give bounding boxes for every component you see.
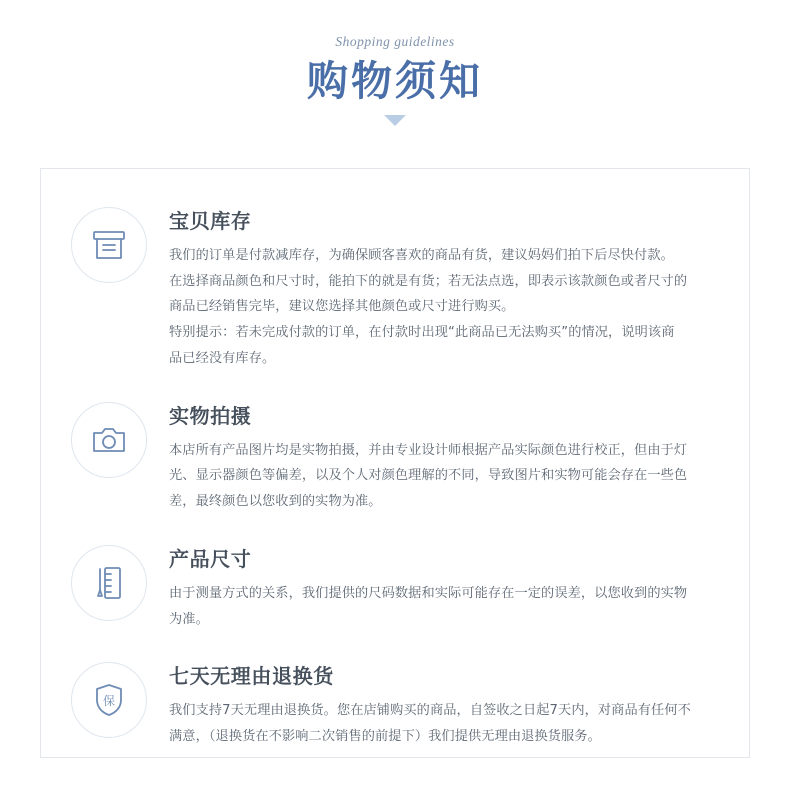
section-return-policy [71, 658, 719, 749]
section-inventory [71, 203, 719, 372]
section-real-photos [71, 398, 719, 515]
sections-list [41, 169, 749, 750]
section-line: 由于测量方式的关系，我们提供的尺码数据和实际可能存在一定的误差，以您收到的实物 [169, 585, 688, 601]
section-title: 七天无理由退换货 [169, 664, 334, 689]
caret-down-icon [384, 115, 406, 126]
section-body [169, 203, 719, 372]
section-line: 特别提示：若未完成付款的订单，在付款时出现“此商品已无法购买”的情况，说明该商 [169, 325, 675, 341]
section-line: 满意，（退换货在不影响二次销售的前提下）我们提供无理由退换货服务。 [169, 729, 601, 745]
svg-text:保: 保 [102, 694, 116, 709]
inventory-box-icon [71, 207, 147, 283]
section-title: 宝贝库存 [169, 209, 252, 233]
page-eyebrow: Shopping guidelines [335, 34, 455, 49]
section-line: 光、显示器颜色等偏差，以及个人对颜色理解的不同，导致图片和实物可能会存在一些色 [169, 468, 688, 484]
guidelines-card [40, 168, 750, 758]
section-body [169, 398, 719, 515]
section-line: 差，最终颜色以您收到的实物为准。 [169, 494, 382, 510]
page-title: 购物须知 [307, 57, 483, 105]
section-line: 品已经没有库存。 [169, 350, 276, 366]
section-title: 实物拍摄 [169, 403, 252, 428]
section-title: 产品尺寸 [169, 546, 252, 571]
section-body [169, 658, 719, 749]
section-line: 在选择商品颜色和尺寸时，能拍下的就是有货；若无法点选，即表示该款颜色或者尺寸的 [169, 273, 688, 289]
shield-guarantee-icon [71, 662, 147, 738]
section-line: 商品已经销售完毕，建议您选择其他颜色或尺寸进行购买。 [169, 299, 515, 315]
section-product-size [71, 541, 719, 632]
camera-icon [71, 402, 147, 478]
section-line: 本店所有产品图片均是实物拍摄，并由专业设计师根据产品实际颜色进行校正，但由于灯 [169, 442, 688, 458]
page-header [0, 0, 790, 126]
section-line: 我们的订单是付款减库存，为确保顾客喜欢的商品有货，建议妈妈们拍下后尽快付款。 [169, 248, 674, 263]
ruler-icon [71, 545, 147, 621]
section-body [169, 541, 719, 632]
section-line: 我们支持7天无理由退换货。您在店铺购买的商品，自签收之日起7天内，对商品有任何不 [169, 703, 691, 719]
section-line: 为准。 [169, 611, 209, 627]
